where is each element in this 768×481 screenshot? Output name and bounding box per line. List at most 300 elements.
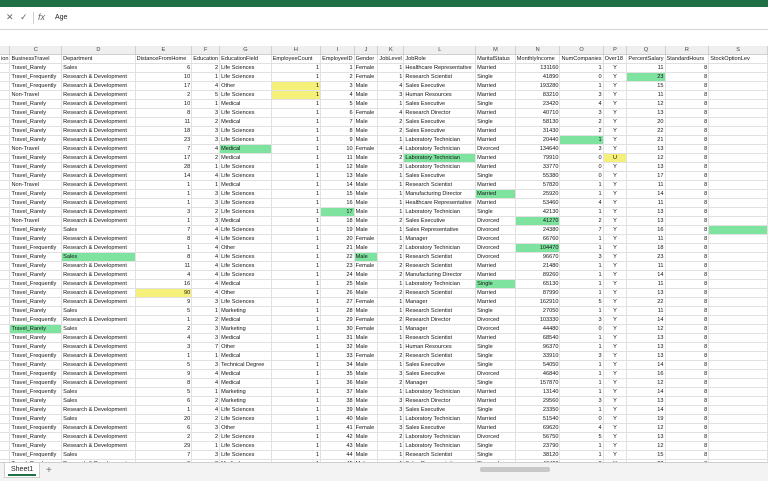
cell-num-companies[interactable]: 1 — [560, 451, 603, 460]
cell-business-travel[interactable]: Travel_Rarely — [10, 235, 62, 244]
cell-monthly-income[interactable]: 42130 — [515, 208, 560, 217]
column-letter-r[interactable]: R — [665, 46, 709, 55]
cell-distance-from-home[interactable]: 1 — [135, 181, 192, 190]
cell-department[interactable]: Sales — [62, 415, 135, 424]
cell-business-travel[interactable]: Travel_Rarely — [10, 136, 62, 145]
header-num-companies[interactable]: NumCompanies — [561, 56, 602, 62]
cell-education[interactable]: 4 — [192, 82, 220, 91]
cell-employee-count[interactable]: 1 — [271, 118, 320, 127]
cell-education-field[interactable]: Life Sciences — [220, 226, 272, 235]
cell-standard-hours[interactable]: 8 — [665, 145, 709, 154]
cell-education[interactable]: 2 — [192, 118, 220, 127]
cell-employee-id[interactable]: 32 — [321, 343, 354, 352]
cell-job-role[interactable]: Research Scientist — [404, 289, 476, 298]
cell-over18[interactable]: Y — [603, 325, 627, 334]
cell-education[interactable]: 4 — [192, 244, 220, 253]
cell-department[interactable]: Research & Development — [62, 370, 135, 379]
cell-row-gutter[interactable] — [0, 451, 10, 460]
cell-marital-status[interactable]: Married — [476, 271, 516, 280]
cell-num-companies[interactable]: 0 — [560, 325, 603, 334]
cell-num-companies[interactable]: 3 — [560, 91, 603, 100]
cell-business-travel[interactable]: Travel_Frequently — [10, 424, 62, 433]
cell-stock-option-level[interactable] — [709, 118, 768, 127]
cell-standard-hours[interactable]: 8 — [665, 253, 709, 262]
cell-num-companies[interactable]: 4 — [560, 100, 603, 109]
cell-department[interactable]: Research & Development — [62, 163, 135, 172]
cell-employee-id[interactable]: 42 — [321, 433, 354, 442]
cell-gender[interactable]: Male — [354, 271, 378, 280]
cell-department[interactable]: Research & Development — [62, 91, 135, 100]
cell-employee-count[interactable]: 1 — [271, 244, 320, 253]
cell-education-field[interactable]: Medical — [220, 280, 272, 289]
cell-over18[interactable]: Y — [603, 163, 627, 172]
cell-marital-status[interactable]: Married — [476, 388, 516, 397]
cell-business-travel[interactable]: Travel_Frequently — [10, 280, 62, 289]
cell-gender[interactable]: Male — [354, 136, 378, 145]
cell-job-role[interactable]: Research Scientist — [404, 73, 476, 82]
cell-over18[interactable]: Y — [603, 388, 627, 397]
cell-education[interactable]: 2 — [192, 154, 220, 163]
cell-job-role[interactable]: Sales Executive — [404, 424, 476, 433]
cell-stock-option-level[interactable] — [709, 127, 768, 136]
cell-job-level[interactable]: 2 — [378, 262, 404, 271]
cell-job-level[interactable]: 2 — [378, 271, 404, 280]
cell-job-role[interactable]: Laboratory Technician — [404, 208, 476, 217]
cell-education-field[interactable]: Other — [220, 289, 272, 298]
check-icon[interactable]: ✓ — [20, 12, 28, 22]
cell-stock-option-level[interactable] — [709, 181, 768, 190]
column-letter-blank[interactable] — [0, 46, 10, 55]
cell-department[interactable]: Research & Development — [62, 136, 135, 145]
cell-monthly-income[interactable]: 55380 — [515, 172, 560, 181]
cell-education[interactable]: 3 — [192, 217, 220, 226]
cell-row-gutter[interactable] — [0, 433, 10, 442]
cell-monthly-income[interactable]: 103330 — [515, 316, 560, 325]
cell-employee-id[interactable]: 26 — [321, 289, 354, 298]
cell-employee-id[interactable]: 28 — [321, 307, 354, 316]
cell-over18[interactable]: Y — [603, 145, 627, 154]
cell-employee-id[interactable]: 5 — [321, 100, 354, 109]
cell-marital-status[interactable]: Married — [476, 163, 516, 172]
cell-employee-count[interactable]: 1 — [271, 199, 320, 208]
cell-stock-option-level[interactable] — [709, 208, 768, 217]
cell-gender[interactable]: Female — [354, 262, 378, 271]
cell-monthly-income[interactable]: 89260 — [515, 271, 560, 280]
cell-department[interactable]: Sales — [62, 226, 135, 235]
cell-education[interactable]: 1 — [192, 73, 220, 82]
cell-standard-hours[interactable]: 8 — [665, 316, 709, 325]
cell-job-level[interactable]: 2 — [378, 433, 404, 442]
cell-employee-count[interactable]: 1 — [271, 181, 320, 190]
cell-gender[interactable]: Male — [354, 244, 378, 253]
cell-job-level[interactable]: 1 — [378, 307, 404, 316]
cell-job-level[interactable]: 2 — [378, 127, 404, 136]
cell-standard-hours[interactable]: 8 — [665, 325, 709, 334]
cell-employee-count[interactable]: 1 — [271, 91, 320, 100]
cell-row-gutter[interactable] — [0, 352, 10, 361]
cell-education[interactable]: 2 — [192, 397, 220, 406]
cell-stock-option-level[interactable] — [709, 199, 768, 208]
cell-education[interactable]: 3 — [192, 325, 220, 334]
cell-standard-hours[interactable]: 8 — [665, 172, 709, 181]
cell-stock-option-level[interactable] — [709, 352, 768, 361]
cell-num-companies[interactable]: 3 — [560, 253, 603, 262]
cell-employee-count[interactable]: 1 — [271, 307, 320, 316]
cell-standard-hours[interactable]: 8 — [665, 424, 709, 433]
cell-percent-salary[interactable]: 19 — [627, 415, 665, 424]
header-standard-hours[interactable]: StandardHours — [665, 55, 709, 64]
cell-job-level[interactable]: 3 — [378, 397, 404, 406]
cell-row-gutter[interactable] — [0, 73, 10, 82]
cell-num-companies[interactable]: 1 — [560, 289, 603, 298]
cell-education-field[interactable]: Technical Degree — [220, 361, 272, 370]
cell-employee-count[interactable]: 1 — [271, 298, 320, 307]
cell-employee-id[interactable]: 34 — [321, 361, 354, 370]
cell-job-role[interactable]: Research Scientist — [404, 253, 476, 262]
cell-standard-hours[interactable]: 8 — [665, 289, 709, 298]
cell-stock-option-level[interactable] — [709, 280, 768, 289]
cell-row-gutter[interactable] — [0, 334, 10, 343]
fx-icon[interactable]: fx — [38, 12, 46, 22]
cell-education-field[interactable]: Other — [220, 424, 272, 433]
cell-gender[interactable]: Male — [354, 181, 378, 190]
cell-over18[interactable]: Y — [603, 352, 627, 361]
cell-business-travel[interactable]: Travel_Frequently — [10, 244, 62, 253]
cell-job-level[interactable]: 2 — [378, 118, 404, 127]
cell-gender[interactable]: Male — [354, 415, 378, 424]
cell-employee-count[interactable]: 1 — [271, 397, 320, 406]
cell-department[interactable]: Sales — [62, 325, 135, 334]
cell-job-role[interactable]: Sales Executive — [404, 127, 476, 136]
cell-department[interactable]: Research & Development — [62, 199, 135, 208]
cell-standard-hours[interactable]: 8 — [665, 100, 709, 109]
cell-job-role[interactable]: Laboratory Technician — [404, 415, 476, 424]
cell-job-role[interactable]: Laboratory Technician — [404, 388, 476, 397]
cell-over18[interactable]: Y — [603, 415, 627, 424]
cell-over18[interactable]: Y — [603, 451, 627, 460]
cell-row-gutter[interactable] — [0, 424, 10, 433]
cell-department[interactable]: Research & Development — [62, 280, 135, 289]
cell-over18[interactable]: Y — [603, 397, 627, 406]
cell-marital-status[interactable]: Married — [476, 181, 516, 190]
cell-department[interactable]: Research & Development — [62, 217, 135, 226]
cell-marital-status[interactable]: Married — [476, 289, 516, 298]
cell-job-role[interactable]: Human Resources — [404, 343, 476, 352]
cell-education-field[interactable]: Medical — [220, 334, 272, 343]
cell-over18[interactable]: Y — [603, 334, 627, 343]
cell-employee-count[interactable]: 1 — [271, 289, 320, 298]
cell-employee-count[interactable]: 1 — [271, 127, 320, 136]
cell-percent-salary[interactable]: 13 — [627, 109, 665, 118]
cell-standard-hours[interactable]: 8 — [665, 280, 709, 289]
cell-num-companies[interactable]: 3 — [560, 109, 603, 118]
cell-business-travel[interactable]: Travel_Rarely — [10, 172, 62, 181]
cell-distance-from-home[interactable]: 5 — [135, 388, 192, 397]
cell-distance-from-home[interactable]: 17 — [135, 154, 192, 163]
cell-education-field[interactable]: Life Sciences — [220, 208, 272, 217]
cell-num-companies[interactable]: 1 — [560, 64, 603, 73]
cell-job-level[interactable]: 2 — [378, 352, 404, 361]
cell-standard-hours[interactable]: 8 — [665, 118, 709, 127]
cell-employee-id[interactable]: 12 — [321, 163, 354, 172]
cell-education-field[interactable]: Medical — [220, 370, 272, 379]
column-letter-l[interactable]: L — [404, 46, 476, 55]
cell-over18[interactable]: Y — [603, 100, 627, 109]
cell-percent-salary[interactable]: 18 — [627, 244, 665, 253]
cell-education-field[interactable]: Life Sciences — [220, 127, 272, 136]
cell-gender[interactable]: Male — [354, 163, 378, 172]
cell-job-role[interactable]: Manufacturing Director — [404, 190, 476, 199]
cell-employee-count[interactable]: 1 — [271, 208, 320, 217]
cell-stock-option-level[interactable] — [709, 451, 768, 460]
cell-distance-from-home[interactable]: 5 — [135, 307, 192, 316]
cell-stock-option-level[interactable] — [709, 154, 768, 163]
cell-education[interactable]: 1 — [192, 163, 220, 172]
header-gender[interactable]: Gender — [354, 55, 378, 64]
cell-employee-count[interactable]: 1 — [271, 424, 320, 433]
cell-marital-status[interactable]: Married — [476, 424, 516, 433]
cell-business-travel[interactable]: Non-Travel — [10, 145, 62, 154]
cell-marital-status[interactable]: Married — [476, 154, 516, 163]
cell-row-gutter[interactable] — [0, 442, 10, 451]
cell-num-companies[interactable]: 2 — [560, 127, 603, 136]
cell-gender[interactable]: Male — [354, 289, 378, 298]
cell-department[interactable]: Research & Development — [62, 109, 135, 118]
cell-stock-option-level[interactable] — [709, 424, 768, 433]
cell-employee-count[interactable]: 1 — [271, 226, 320, 235]
cell-marital-status[interactable]: Divorced — [476, 325, 516, 334]
cell-department[interactable]: Sales — [62, 451, 135, 460]
cell-stock-option-level[interactable] — [709, 235, 768, 244]
cell-education-field[interactable]: Life Sciences — [220, 163, 272, 172]
cell-gender[interactable]: Female — [354, 64, 378, 73]
cell-education[interactable]: 4 — [192, 289, 220, 298]
cell-business-travel[interactable]: Travel_Rarely — [10, 433, 62, 442]
cell-job-role[interactable]: Sales Executive — [404, 172, 476, 181]
cell-distance-from-home[interactable]: 9 — [135, 298, 192, 307]
cell-standard-hours[interactable]: 8 — [665, 334, 709, 343]
cell-percent-salary[interactable]: 12 — [627, 325, 665, 334]
cell-education[interactable]: 2 — [192, 316, 220, 325]
cell-job-level[interactable]: 2 — [378, 379, 404, 388]
cell-job-role[interactable]: Sales Executive — [404, 118, 476, 127]
cell-job-role[interactable]: Laboratory Technician — [404, 280, 476, 289]
cell-distance-from-home[interactable]: 1 — [135, 244, 192, 253]
cell-education-field[interactable]: Marketing — [220, 397, 272, 406]
cell-row-gutter[interactable] — [0, 388, 10, 397]
cell-business-travel[interactable]: Travel_Rarely — [10, 109, 62, 118]
cell-row-gutter[interactable] — [0, 91, 10, 100]
cell-employee-count[interactable]: 1 — [271, 406, 320, 415]
cell-education[interactable]: 1 — [192, 307, 220, 316]
cell-employee-id[interactable]: 31 — [321, 334, 354, 343]
cell-percent-salary[interactable]: 16 — [627, 226, 665, 235]
column-letter-c[interactable]: C — [10, 46, 62, 55]
cell-department[interactable]: Research & Development — [62, 361, 135, 370]
cell-department[interactable]: Research & Development — [62, 127, 135, 136]
cell-percent-salary[interactable]: 12 — [627, 442, 665, 451]
cell-employee-id[interactable]: 41 — [321, 424, 354, 433]
cell-distance-from-home[interactable]: 8 — [135, 235, 192, 244]
cell-monthly-income[interactable]: 68540 — [515, 334, 560, 343]
cell-education-field[interactable]: Life Sciences — [220, 199, 272, 208]
cell-row-gutter[interactable] — [0, 145, 10, 154]
cell-job-role[interactable]: Research Scientist — [404, 181, 476, 190]
cell-distance-from-home[interactable]: 3 — [135, 208, 192, 217]
cell-num-companies[interactable]: 1 — [560, 235, 603, 244]
cell-monthly-income[interactable]: 58130 — [515, 118, 560, 127]
cell-percent-salary[interactable]: 23 — [627, 73, 665, 82]
cell-job-level[interactable]: 3 — [378, 424, 404, 433]
cell-department[interactable]: Research & Development — [62, 262, 135, 271]
cell-over18[interactable]: Y — [603, 64, 627, 73]
cell-gender[interactable]: Male — [354, 442, 378, 451]
cell-over18[interactable]: Y — [603, 262, 627, 271]
cell-distance-from-home[interactable]: 4 — [135, 334, 192, 343]
cell-business-travel[interactable]: Travel_Frequently — [10, 73, 62, 82]
cell-row-gutter[interactable] — [0, 136, 10, 145]
cell-education-field[interactable]: Life Sciences — [220, 91, 272, 100]
cell-num-companies[interactable]: 1 — [560, 343, 603, 352]
cell-education-field[interactable]: Medical — [220, 352, 272, 361]
cell-education-field[interactable]: Medical — [220, 145, 272, 154]
cell-distance-from-home[interactable]: 8 — [135, 379, 192, 388]
cell-employee-id[interactable]: 6 — [321, 109, 354, 118]
cell-department[interactable]: Research & Development — [62, 424, 135, 433]
cell-gender[interactable]: Male — [354, 127, 378, 136]
cell-over18[interactable]: Y — [603, 73, 627, 82]
cell-monthly-income[interactable]: 44480 — [515, 325, 560, 334]
cell-row-gutter[interactable] — [0, 271, 10, 280]
cell-job-level[interactable]: 2 — [378, 154, 404, 163]
cell-job-level[interactable]: 1 — [378, 334, 404, 343]
cell-marital-status[interactable]: Divorced — [476, 217, 516, 226]
cell-stock-option-level[interactable] — [709, 343, 768, 352]
cell-education[interactable]: 1 — [192, 181, 220, 190]
cell-business-travel[interactable]: Travel_Rarely — [10, 226, 62, 235]
cell-education[interactable]: 4 — [192, 172, 220, 181]
cell-standard-hours[interactable]: 8 — [665, 442, 709, 451]
cell-education-field[interactable]: Life Sciences — [220, 262, 272, 271]
cell-distance-from-home[interactable]: 23 — [135, 136, 192, 145]
cell-job-role[interactable]: Manager — [404, 298, 476, 307]
cell-employee-id[interactable]: 9 — [321, 136, 354, 145]
cell-distance-from-home[interactable]: 1 — [135, 217, 192, 226]
cell-job-level[interactable]: 1 — [378, 388, 404, 397]
cell-employee-id[interactable]: 13 — [321, 172, 354, 181]
cell-percent-salary[interactable]: 13 — [627, 343, 665, 352]
cell-distance-from-home[interactable]: 1 — [135, 406, 192, 415]
cell-employee-id[interactable]: 21 — [321, 244, 354, 253]
cell-business-travel[interactable]: Travel_Rarely — [10, 253, 62, 262]
cell-gender[interactable]: Male — [354, 433, 378, 442]
cell-education-field[interactable]: Medical — [220, 217, 272, 226]
cell-employee-count[interactable]: 1 — [271, 370, 320, 379]
cell-gender[interactable]: Male — [354, 154, 378, 163]
cell-distance-from-home[interactable]: 1 — [135, 316, 192, 325]
cell-monthly-income[interactable]: 27050 — [515, 307, 560, 316]
cell-gender[interactable]: Female — [354, 235, 378, 244]
cell-education-field[interactable]: Other — [220, 244, 272, 253]
cell-num-companies[interactable]: 1 — [560, 388, 603, 397]
cell-employee-count[interactable]: 1 — [271, 64, 320, 73]
cell-education-field[interactable]: Medical — [220, 154, 272, 163]
cell-distance-from-home[interactable]: 29 — [135, 442, 192, 451]
cell-employee-id[interactable]: 3 — [321, 82, 354, 91]
cell-monthly-income[interactable]: 23790 — [515, 442, 560, 451]
cell-num-companies[interactable]: 0 — [560, 73, 603, 82]
cell-distance-from-home[interactable]: 90 — [135, 289, 192, 298]
cell-marital-status[interactable]: Married — [476, 415, 516, 424]
cell-standard-hours[interactable]: 8 — [665, 199, 709, 208]
cell-row-gutter[interactable] — [0, 172, 10, 181]
cell-marital-status[interactable]: Divorced — [476, 316, 516, 325]
cell-monthly-income[interactable]: 69620 — [515, 424, 560, 433]
cell-gender[interactable]: Male — [354, 361, 378, 370]
cell-employee-id[interactable]: 24 — [321, 271, 354, 280]
cell-gender[interactable]: Male — [354, 172, 378, 181]
cell-department[interactable]: Research & Development — [62, 244, 135, 253]
cell-education-field[interactable]: Life Sciences — [220, 190, 272, 199]
cell-standard-hours[interactable]: 8 — [665, 127, 709, 136]
cell-business-travel[interactable]: Travel_Rarely — [10, 298, 62, 307]
header-stock-option-level[interactable]: StockOptionLev — [709, 55, 768, 64]
cell-distance-from-home[interactable]: 10 — [135, 73, 192, 82]
cell-monthly-income[interactable]: 131160 — [515, 64, 560, 73]
cell-distance-from-home[interactable]: 7 — [135, 226, 192, 235]
cell-standard-hours[interactable]: 8 — [665, 235, 709, 244]
cell-education-field[interactable]: Marketing — [220, 388, 272, 397]
cell-percent-salary[interactable]: 21 — [627, 136, 665, 145]
cell-monthly-income[interactable]: 13140 — [515, 388, 560, 397]
cell-distance-from-home[interactable]: 28 — [135, 163, 192, 172]
cell-gender[interactable]: Male — [354, 280, 378, 289]
cell-job-role[interactable]: Research Scientist — [404, 307, 476, 316]
cell-employee-id[interactable]: 22 — [321, 253, 354, 262]
cell-education-field[interactable]: Life Sciences — [220, 433, 272, 442]
cell-employee-count[interactable]: 1 — [271, 109, 320, 118]
cell-job-level[interactable]: 4 — [378, 82, 404, 91]
cell-monthly-income[interactable]: 66760 — [515, 235, 560, 244]
cell-job-role[interactable]: Human Resources — [404, 91, 476, 100]
column-letter-i[interactable]: I — [321, 46, 354, 55]
cell-job-role[interactable]: Research Scientist — [404, 451, 476, 460]
cell-job-role[interactable]: Laboratory Technician — [404, 136, 476, 145]
cell-distance-from-home[interactable]: 9 — [135, 370, 192, 379]
cell-row-gutter[interactable] — [0, 109, 10, 118]
header-row-gutter[interactable]: ion — [1, 56, 9, 62]
cell-percent-salary[interactable]: 22 — [627, 127, 665, 136]
cell-department[interactable]: Research & Development — [62, 73, 135, 82]
cell-education[interactable]: 4 — [192, 271, 220, 280]
cell-employee-id[interactable]: 40 — [321, 415, 354, 424]
cell-distance-from-home[interactable]: 7 — [135, 145, 192, 154]
cell-row-gutter[interactable] — [0, 262, 10, 271]
cell-business-travel[interactable]: Travel_Rarely — [10, 154, 62, 163]
header-department[interactable]: Department — [62, 55, 135, 64]
cell-over18[interactable]: Y — [603, 379, 627, 388]
cell-num-companies[interactable]: 1 — [560, 406, 603, 415]
cell-row-gutter[interactable] — [0, 100, 10, 109]
cell-department[interactable]: Research & Development — [62, 172, 135, 181]
cell-education[interactable]: 4 — [192, 370, 220, 379]
cell-education[interactable]: 2 — [192, 433, 220, 442]
cell-over18[interactable]: U — [603, 154, 627, 163]
cell-row-gutter[interactable] — [0, 289, 10, 298]
cell-stock-option-level[interactable] — [709, 163, 768, 172]
cell-num-companies[interactable]: 3 — [560, 397, 603, 406]
cell-monthly-income[interactable]: 51540 — [515, 415, 560, 424]
